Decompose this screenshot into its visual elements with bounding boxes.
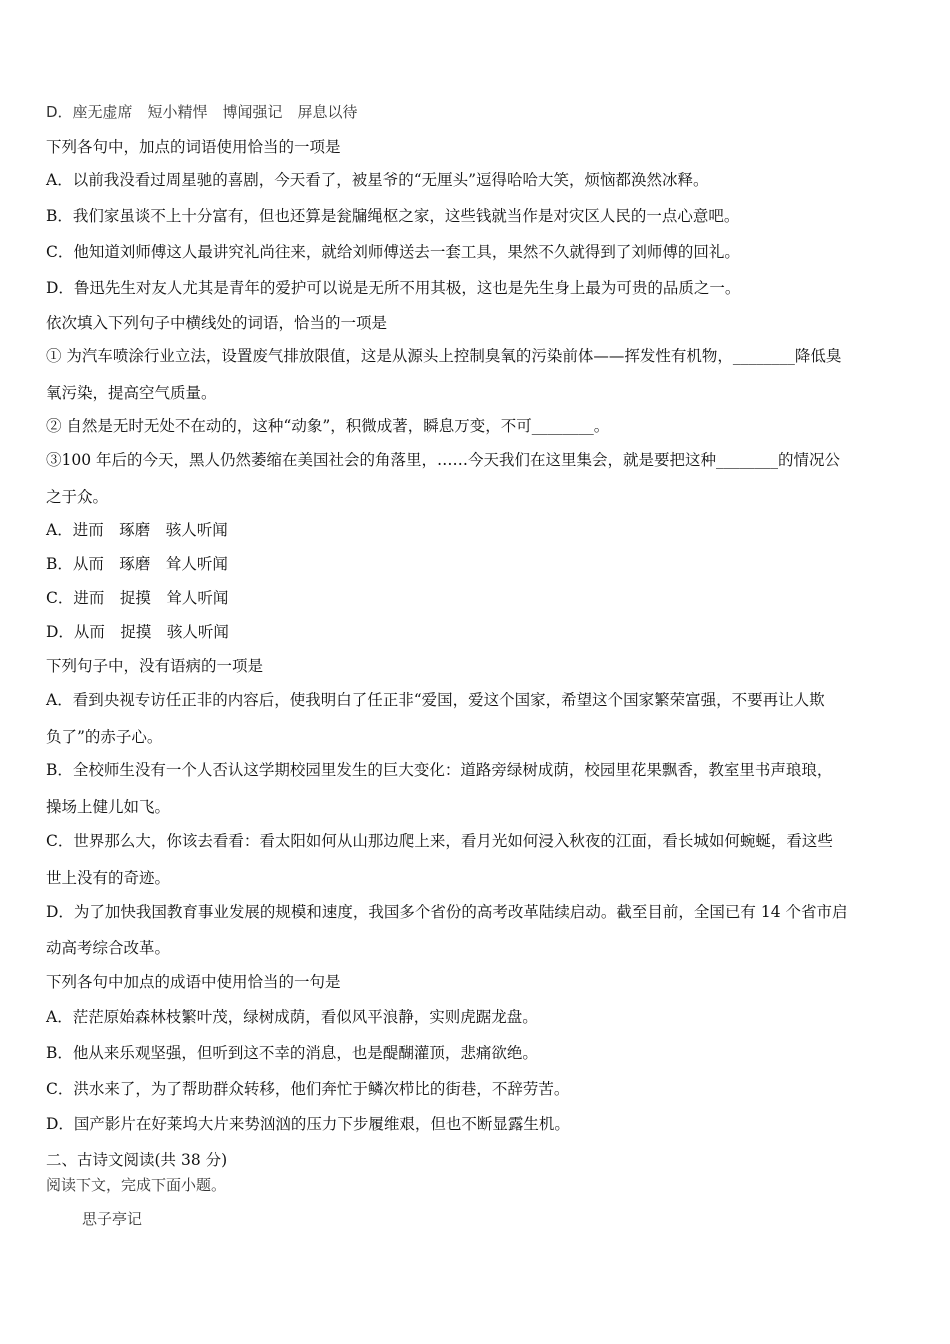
option-a: A．茫茫原始森林枝繁叶茂，绿树成荫，看似风平浪静，实则虎踞龙盘。 bbox=[46, 1008, 538, 1026]
option-d: D．国产影片在好莱坞大片来势汹汹的压力下步履维艰，但也不断显露生机。 bbox=[46, 1115, 570, 1133]
option-d-line: D．座无虚席 短小精悍 博闻强记 屏息以待 bbox=[46, 103, 358, 121]
question-stem: 依次填入下列句子中横线处的词语，恰当的一项是 bbox=[46, 314, 388, 332]
question-stem: 下列各句中，加点的词语使用恰当的一项是 bbox=[46, 138, 341, 156]
reading-instruction: 阅读下文，完成下面小题。 bbox=[46, 1176, 227, 1194]
option-a-cont: 负了”的赤子心。 bbox=[46, 728, 163, 746]
option-b: B．我们家虽谈不上十分富有，但也还算是瓮牖绳枢之家，这些钱就当作是对灾区人民的一点心意吧。 bbox=[46, 207, 740, 225]
sentence-3-cont: 之于众。 bbox=[46, 488, 109, 506]
option-c: C．洪水来了，为了帮助群众转移，他们奔忙于鳞次栉比的街巷，不辞劳苦。 bbox=[46, 1080, 570, 1098]
section-heading: 二、古诗文阅读(共 38 分) bbox=[46, 1151, 228, 1169]
option-c: C．进而 捉摸 耸人听闻 bbox=[46, 589, 229, 607]
option-b: B．全校师生没有一个人否认这学期校园里发生的巨大变化：道路旁绿树成荫，校园里花果飘香，教室里书声琅琅， bbox=[46, 761, 833, 779]
option-b: B．从而 琢磨 耸人听闻 bbox=[46, 555, 228, 573]
option-c: C．世界那么大，你该去看看：看太阳如何从山那边爬上来，看月光如何浸入秋夜的江面，看长城如何蜿蜒，看这些 bbox=[46, 832, 833, 850]
option-a: A．看到央视专访任正非的内容后，使我明白了任正非“爱国，爱这个国家，希望这个国家繁荣富强，不要再让人欺 bbox=[46, 691, 825, 709]
option-b-cont: 操场上健儿如飞。 bbox=[46, 798, 171, 816]
sentence-3: ③100 年后的今天，黑人仍然萎缩在美国社会的角落里，……今天我们在这里集会，就是要把这种________的情况公 bbox=[46, 451, 841, 469]
option-b: B．他从来乐观坚强，但听到这不幸的消息，也是醍醐灌顶，悲痛欲绝。 bbox=[46, 1044, 538, 1062]
question-stem: 下列句子中，没有语病的一项是 bbox=[46, 657, 264, 675]
option-d: D．为了加快我国教育事业发展的规模和速度，我国多个省份的高考改革陆续启动。截至目前，全国已有 14 个省市启 bbox=[46, 903, 848, 921]
option-c-cont: 世上没有的奇迹。 bbox=[46, 869, 171, 887]
option-d: D．从而 捉摸 骇人听闻 bbox=[46, 623, 229, 641]
option-a: A．以前我没看过周星驰的喜剧，今天看了，被星爷的“无厘头”逗得哈哈大笑，烦恼都涣然冰释。 bbox=[46, 171, 709, 189]
option-a: A．进而 琢磨 骇人听闻 bbox=[46, 521, 228, 539]
sentence-1: ① 为汽车喷涂行业立法，设置废气排放限值，这是从源头上控制臭氧的污染前体——挥发性有机物，________降低臭 bbox=[46, 347, 842, 365]
passage-title: 思子亭记 bbox=[82, 1210, 143, 1228]
sentence-2: ② 自然是无时无处不在动的，这种“动象”，积微成著，瞬息万变，不可________。 bbox=[46, 417, 610, 435]
option-c: C．他知道刘师傅这人最讲究礼尚往来，就给刘师傅送去一套工具，果然不久就得到了刘师傅的回礼。 bbox=[46, 243, 740, 261]
option-d: D．鲁迅先生对友人尤其是青年的爱护可以说是无所不用其极，这也是先生身上最为可贵的品质之一。 bbox=[46, 279, 741, 297]
question-stem: 下列各句中加点的成语中使用恰当的一句是 bbox=[46, 973, 341, 991]
option-d-cont: 动高考综合改革。 bbox=[46, 939, 171, 957]
sentence-1-cont: 氧污染，提高空气质量。 bbox=[46, 384, 217, 402]
